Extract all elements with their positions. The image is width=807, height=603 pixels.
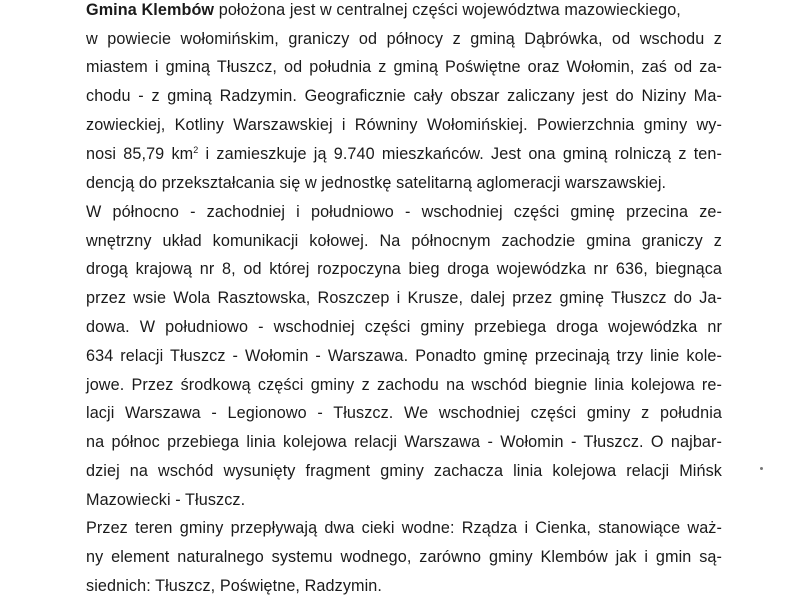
paragraph-3-line-1: Przez teren gminy przepływają dwa cieki wodne: Rządza i Cienka, stanowiące waż- bbox=[86, 519, 722, 537]
paragraph-1-line-5: zowieckiej, Kotliny Warszawskiej i Równiny Wołomińskiej. Powierzchnia gminy wy- bbox=[86, 116, 722, 134]
paragraph-2-line-7: jowe. Przez środkową części gminy z zachodu na wschód biegnie linia kolejowa re- bbox=[86, 376, 722, 394]
paragraph-2-line-1: W północno - zachodniej i południowo - wschodniej części gminę przecina ze- bbox=[86, 203, 722, 221]
paragraph-2-line-5: dowa. W południowo - wschodniej części gminy przebiega droga wojewódzka nr bbox=[86, 318, 722, 336]
paragraph-2-line-11: Mazowiecki - Tłuszcz. bbox=[86, 491, 246, 509]
paragraph-3-line-3: siednich: Tłuszcz, Poświętne, Radzymin. bbox=[86, 577, 382, 595]
paragraph-2-line-8: lacji Warszawa - Legionowo - Tłuszcz. We wschodniej części gminy z południa bbox=[86, 404, 722, 422]
paragraph-2-line-6: 634 relacji Tłuszcz - Wołomin - Warszawa. Ponadto gminę przecinają trzy linie kole- bbox=[86, 347, 722, 365]
paragraph-1-line-2: w powiecie wołomińskim, graniczy od północy z gminą Dąbrówka, od wschodu z bbox=[86, 30, 722, 48]
scan-speck bbox=[760, 467, 763, 470]
municipality-name: Gmina Klembów bbox=[86, 1, 215, 19]
paragraph-2-line-4: przez wsie Wola Rasztowska, Roszczep i Krusze, dalej przez gminę Tłuszcz do Ja- bbox=[86, 289, 722, 307]
paragraph-2-line-2: wnętrzny układ komunikacji kołowej. Na północnym zachodzie gmina graniczy z bbox=[86, 232, 722, 250]
paragraph-2-line-9: na północ przebiega linia kolejowa relacji Warszawa - Wołomin - Tłuszcz. O najbar- bbox=[86, 433, 722, 451]
paragraph-1-line-7: dencją do przekształcania się w jednostkę satelitarną aglomeracji warszawskiej. bbox=[86, 174, 667, 192]
paragraph-1-line-3: miastem i gminą Tłuszcz, od południa z gminą Poświętne oraz Wołomin, zaś od za- bbox=[86, 58, 722, 76]
paragraph-1-line-1: Gmina Klembów położona jest w centralnej części województwa mazowieckiego, bbox=[86, 1, 681, 19]
paragraph-3-line-2: ny element naturalnego systemu wodnego, zarówno gminy Klembów jak i gmin są- bbox=[86, 548, 722, 566]
paragraph-2-line-10: dziej na wschód wysunięty fragment gminy zachacza linia kolejowa relacji Mińsk bbox=[86, 462, 722, 480]
paragraph-1-line-4: chodu - z gminą Radzymin. Geograficznie cały obszar zaliczany jest do Niziny Ma- bbox=[86, 87, 722, 105]
paragraph-1-line-6: nosi 85,79 $km^2$ i zamieszkuje ją 9.740 mieszkańców. Jest ona gminą rolniczą z ten- bbox=[86, 145, 723, 163]
paragraph-2-line-3: drogą krajową nr 8, od której rozpoczyna bieg droga wojewódzka nr 636, biegnąca bbox=[86, 260, 722, 278]
